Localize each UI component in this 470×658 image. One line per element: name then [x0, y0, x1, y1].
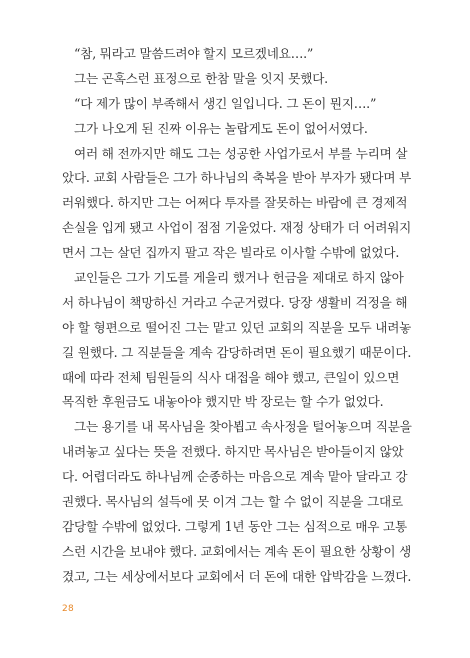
text-line: 권했다. 목사님의 설득에 못 이겨 그는 할 수 없이 직분을 그대로 [62, 494, 403, 510]
page-number: 28 [62, 604, 75, 614]
text-line: 교인들은 그가 기도를 게을리 했거나 헌금을 제대로 하지 않아 [74, 270, 404, 286]
text-line: 겼고, 그는 세상에서보다 교회에서 더 돈에 대한 압박감을 느꼈다. [62, 568, 412, 584]
text-line: 다. 어렵더라도 하나님께 순종하는 마음으로 계속 맡아 달라고 강 [62, 469, 408, 485]
text-line: 목직한 후원금도 내놓아야 했지만 박 장로는 할 수가 없었다. [62, 394, 384, 410]
text-line: 야 할 형편으로 떨어진 그는 맡고 있던 교회의 직분을 모두 내려놓 [62, 319, 412, 335]
text-line: 그는 곤혹스런 표정으로 한참 말을 잇지 못했다. [74, 70, 328, 86]
text-line: 길 원했다. 그 직분들을 계속 감당하려면 돈이 필요했기 때문이다. [62, 344, 412, 360]
text-line: 그는 용기를 내 목사님을 찾아뵙고 속사정을 털어놓으며 직분을 [74, 419, 412, 435]
body-text [62, 42, 414, 590]
text-line: 여러 해 전까지만 해도 그는 성공한 사업가로서 부를 누리며 살 [74, 145, 408, 161]
text-line: 감당할 수밖에 없었다. 그렇게 1년 동안 그는 심적으로 매우 고통 [62, 518, 407, 534]
text-line: 서 하나님이 책망하신 거라고 수군거렸다. 당장 생활비 걱정을 해 [62, 294, 408, 310]
text-line: 그가 나오게 된 진짜 이유는 놀랍게도 돈이 없어서였다. [74, 120, 368, 136]
text-line: 내려놓고 싶다는 뜻을 전했다. 하지만 목사님은 받아들이지 않았 [62, 444, 404, 460]
text-line: 면서 그는 살던 집까지 팔고 작은 빌라로 이사할 수밖에 없었다. [62, 245, 400, 261]
text-line: “참, 뭐라고 말씀드려야 할지 모르겠네요….” [74, 46, 314, 61]
text-line: 았다. 교회 사람들은 그가 하나님의 축복을 받아 부자가 됐다며 부 [62, 170, 412, 186]
text-line: “다 제가 많이 부족해서 생긴 일입니다. 그 돈이 뭔지….” [74, 95, 377, 111]
text-line: 손실을 입게 됐고 사업이 점점 기울었다. 재정 상태가 더 어려워지 [62, 220, 412, 236]
text-line: 러워했다. 하지만 그는 어쩌다 투자를 잘못하는 바람에 큰 경제적 [62, 195, 408, 211]
text-line: 때에 따라 전체 팀원들의 식사 대접을 해야 했고, 큰일이 있으면 [62, 369, 400, 385]
text-line: 스런 시간을 보내야 했다. 교회에서는 계속 돈이 필요한 상황이 생 [62, 543, 412, 559]
